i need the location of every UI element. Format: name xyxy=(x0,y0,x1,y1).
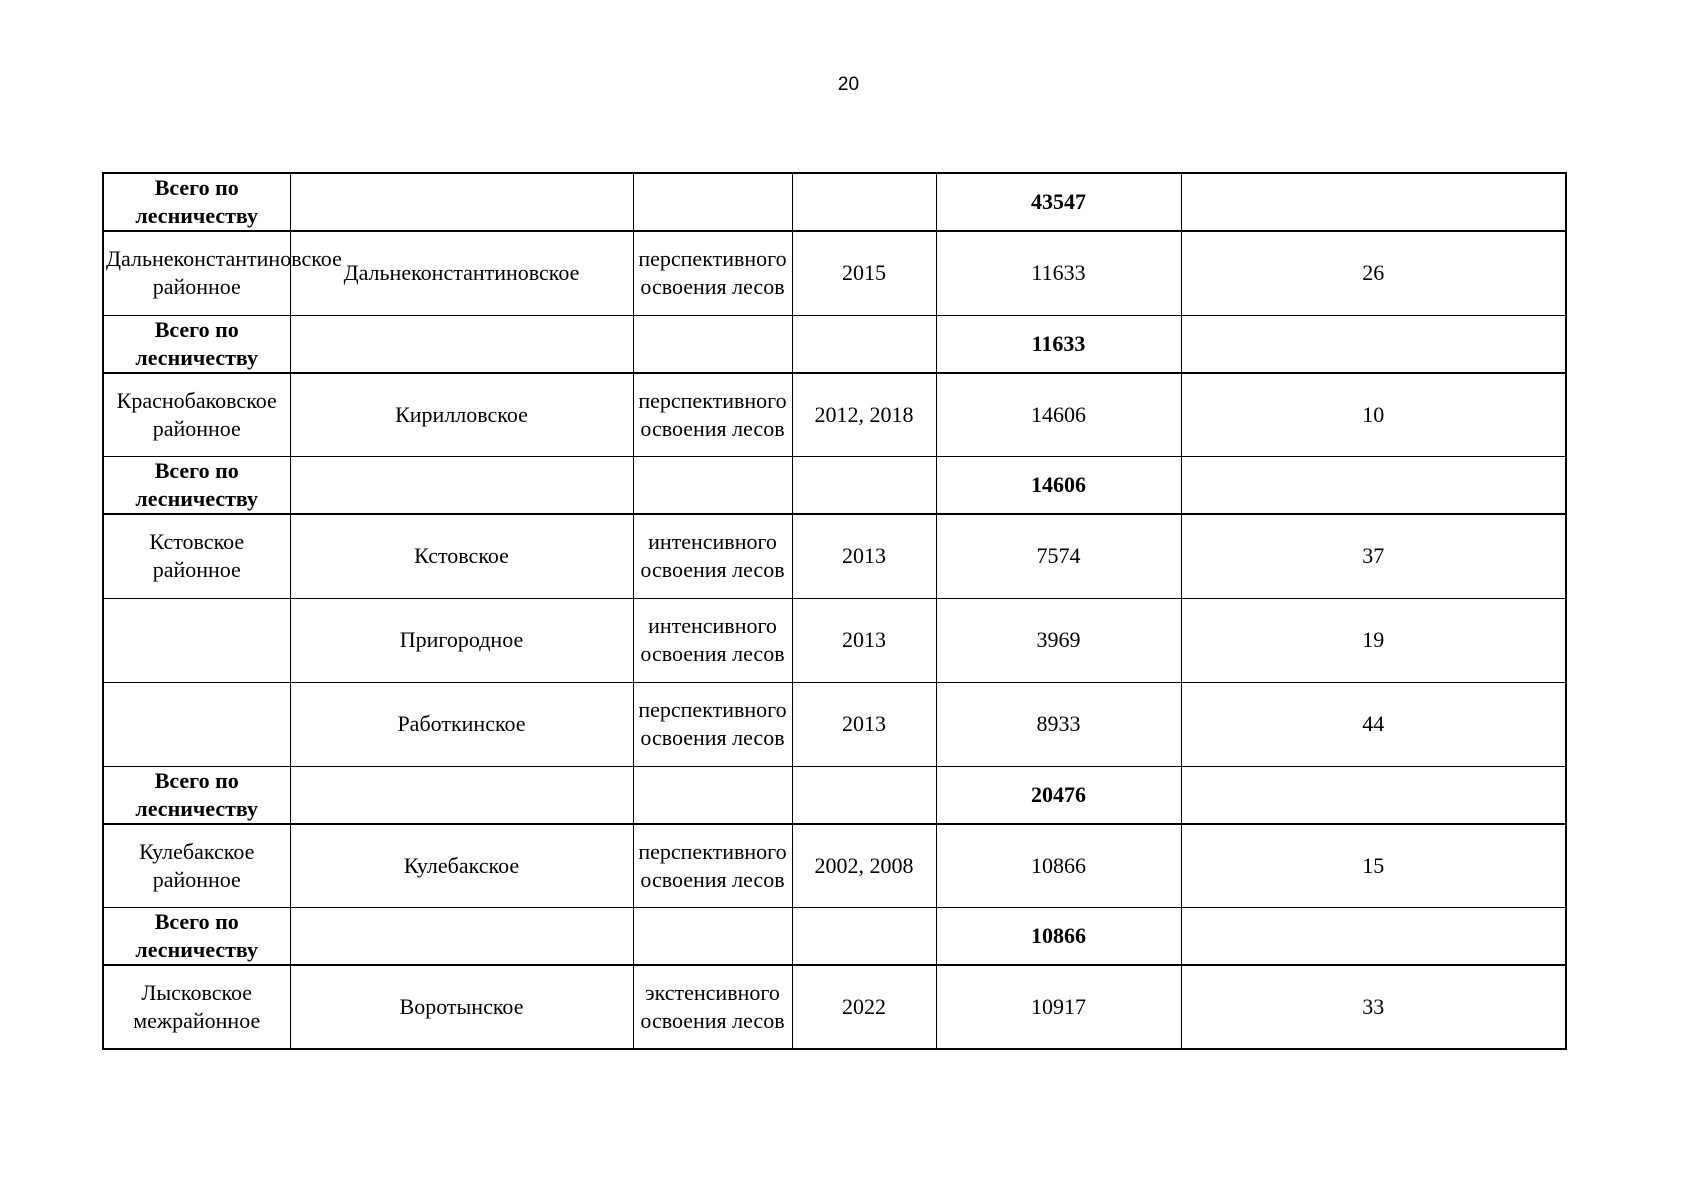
total-row xyxy=(103,315,1566,373)
area-cell: 11633 xyxy=(936,315,1181,373)
area-cell: 8933 xyxy=(936,682,1181,766)
count-cell: 44 xyxy=(1181,682,1566,766)
area-cell: 11633 xyxy=(936,231,1181,315)
forestry-cell xyxy=(103,598,290,682)
area-cell: 14606 xyxy=(936,457,1181,515)
purpose-cell: перспективного освоения лесов xyxy=(633,682,792,766)
total-row xyxy=(103,457,1566,515)
area-cell: 14606 xyxy=(936,373,1181,457)
page-number: 20 xyxy=(837,74,860,95)
forestry-cell: Кулебакское районное xyxy=(103,824,290,908)
purpose-cell xyxy=(633,457,792,515)
district-cell: Воротынское xyxy=(290,965,633,1049)
purpose-cell xyxy=(633,315,792,373)
district-cell: Работкинское xyxy=(290,682,633,766)
count-cell: 10 xyxy=(1181,373,1566,457)
forestry-cell: Всего по лесничеству xyxy=(103,766,290,824)
table-row xyxy=(103,514,1566,598)
table-row xyxy=(103,682,1566,766)
count-cell xyxy=(1181,173,1566,231)
forestry-cell: Кстовское районное xyxy=(103,514,290,598)
year-cell: 2022 xyxy=(792,965,936,1049)
count-cell xyxy=(1181,457,1566,515)
district-cell: Кстовское xyxy=(290,514,633,598)
forestry-cell: Всего по лесничеству xyxy=(103,173,290,231)
district-cell xyxy=(290,766,633,824)
forestry-cell: Всего по лесничеству xyxy=(103,457,290,515)
purpose-cell: интенсивного освоения лесов xyxy=(633,598,792,682)
total-row xyxy=(103,766,1566,824)
table-row xyxy=(103,598,1566,682)
table-row xyxy=(103,373,1566,457)
purpose-cell: перспективного освоения лесов xyxy=(633,824,792,908)
year-cell: 2002, 2008 xyxy=(792,824,936,908)
total-row xyxy=(103,908,1566,966)
forestry-table-body xyxy=(103,173,1566,1049)
purpose-cell xyxy=(633,766,792,824)
district-cell: Дальнеконстантиновское xyxy=(290,231,633,315)
year-cell xyxy=(792,315,936,373)
year-cell: 2012, 2018 xyxy=(792,373,936,457)
district-cell: Кулебакское xyxy=(290,824,633,908)
table-row xyxy=(103,965,1566,1049)
year-cell xyxy=(792,766,936,824)
count-cell: 33 xyxy=(1181,965,1566,1049)
table-row xyxy=(103,824,1566,908)
area-cell: 10866 xyxy=(936,908,1181,966)
count-cell: 26 xyxy=(1181,231,1566,315)
purpose-cell: перспективного освоения лесов xyxy=(633,231,792,315)
purpose-cell: перспективного освоения лесов xyxy=(633,373,792,457)
forestry-cell: Краснобаковское районное xyxy=(103,373,290,457)
count-cell: 19 xyxy=(1181,598,1566,682)
area-cell: 20476 xyxy=(936,766,1181,824)
forestry-cell: Всего по лесничеству xyxy=(103,315,290,373)
count-cell: 37 xyxy=(1181,514,1566,598)
area-cell: 3969 xyxy=(936,598,1181,682)
count-cell xyxy=(1181,908,1566,966)
count-cell: 15 xyxy=(1181,824,1566,908)
area-cell: 7574 xyxy=(936,514,1181,598)
forestry-cell: Всего по лесничеству xyxy=(103,908,290,966)
forestry-table xyxy=(102,172,1567,1050)
area-cell: 10917 xyxy=(936,965,1181,1049)
district-cell: Пригородное xyxy=(290,598,633,682)
year-cell xyxy=(792,457,936,515)
table-row xyxy=(103,231,1566,315)
year-cell: 2013 xyxy=(792,598,936,682)
purpose-cell xyxy=(633,173,792,231)
count-cell xyxy=(1181,315,1566,373)
year-cell: 2013 xyxy=(792,682,936,766)
purpose-cell xyxy=(633,908,792,966)
total-row xyxy=(103,173,1566,231)
district-cell xyxy=(290,315,633,373)
district-cell xyxy=(290,173,633,231)
forestry-cell: Лысковское межрайонное xyxy=(103,965,290,1049)
forestry-cell xyxy=(103,682,290,766)
area-cell: 10866 xyxy=(936,824,1181,908)
area-cell: 43547 xyxy=(936,173,1181,231)
forestry-cell: Дальнеконстантиновское районное xyxy=(103,231,290,315)
district-cell xyxy=(290,457,633,515)
year-cell: 2013 xyxy=(792,514,936,598)
purpose-cell: интенсивного освоения лесов xyxy=(633,514,792,598)
count-cell xyxy=(1181,766,1566,824)
purpose-cell: экстенсивного освоения лесов xyxy=(633,965,792,1049)
year-cell xyxy=(792,173,936,231)
district-cell xyxy=(290,908,633,966)
year-cell: 2015 xyxy=(792,231,936,315)
district-cell: Кирилловское xyxy=(290,373,633,457)
year-cell xyxy=(792,908,936,966)
